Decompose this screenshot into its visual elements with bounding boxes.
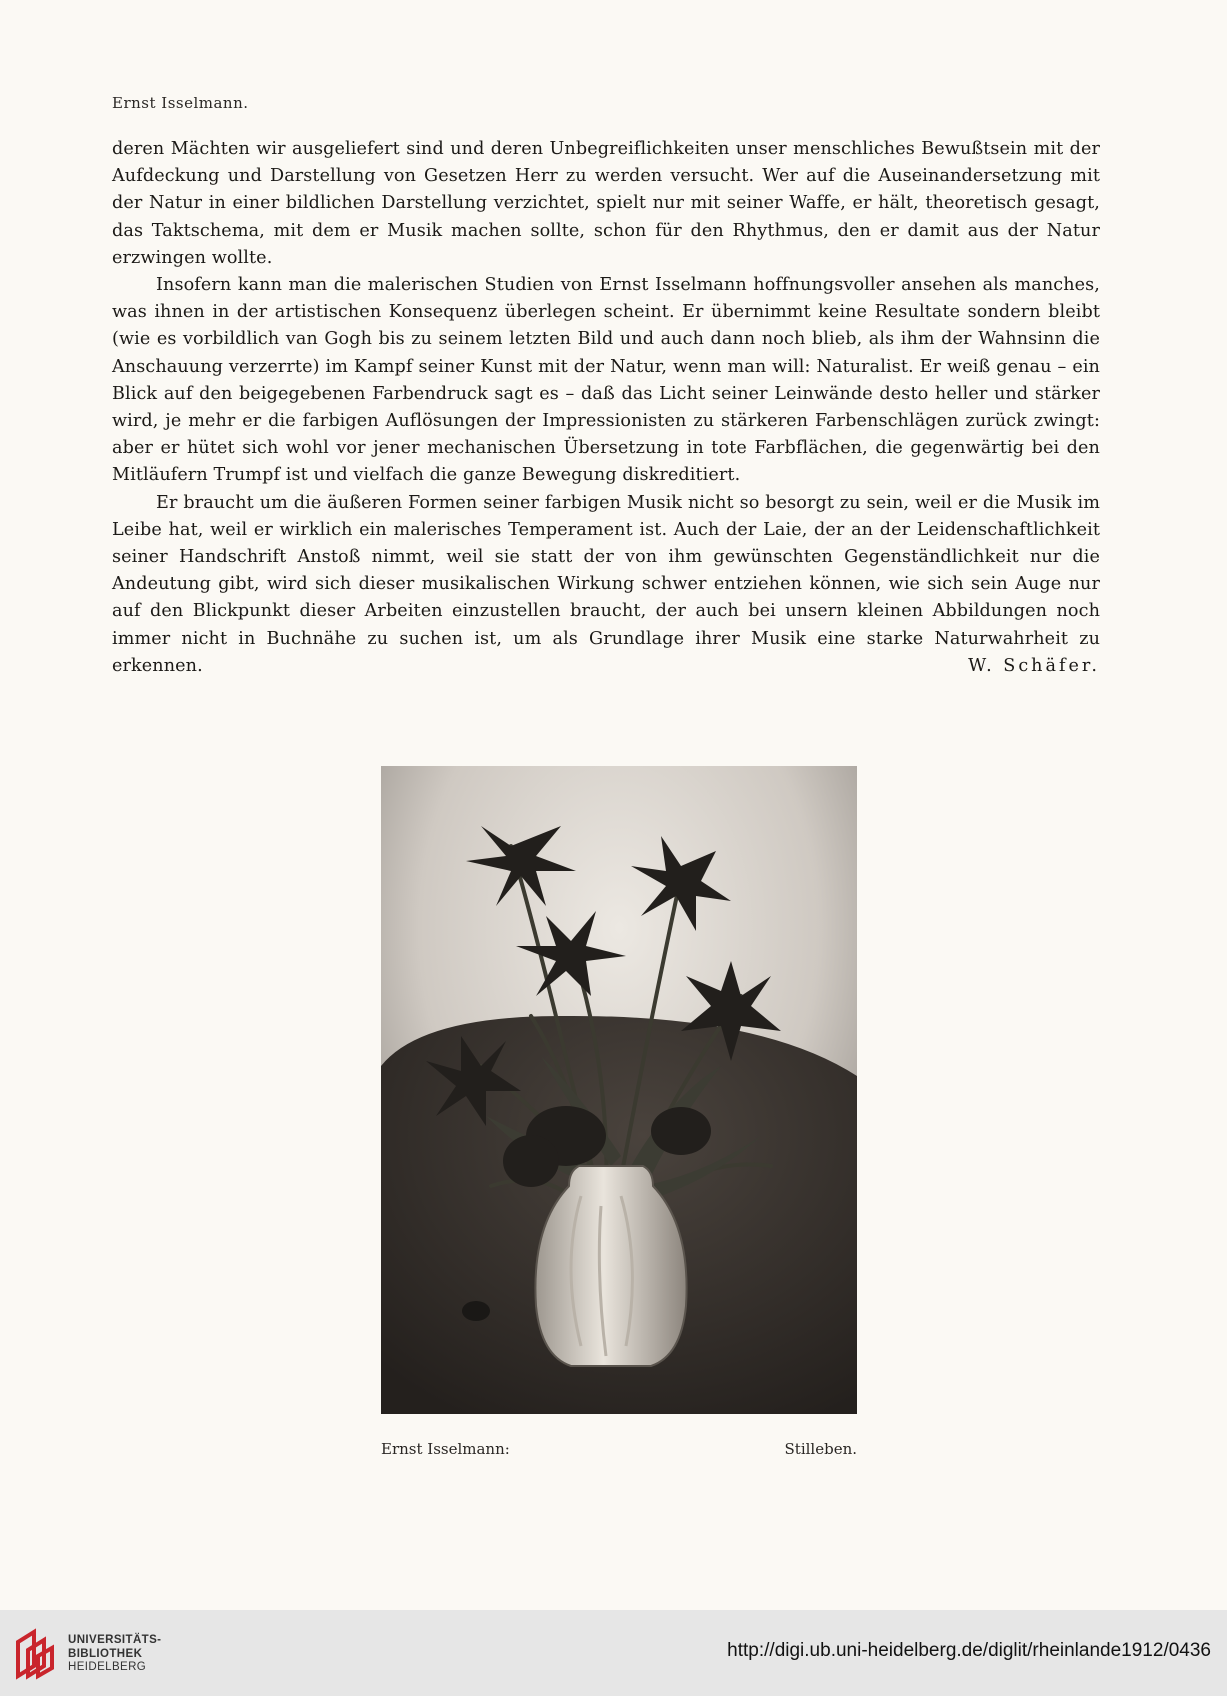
painting-image bbox=[381, 766, 857, 1414]
library-logo-text bbox=[68, 1634, 161, 1675]
caption-artist: Ernst Isselmann: bbox=[381, 1440, 510, 1458]
logo-line-1: UNIVERSITÄTS- bbox=[68, 1634, 162, 1646]
library-footer bbox=[0, 1610, 1227, 1696]
running-head: Ernst Isselmann. bbox=[112, 94, 249, 112]
article-body bbox=[112, 136, 1100, 680]
logo-line-2: BIBLIOTHEK bbox=[68, 1647, 143, 1660]
caption-title: Stilleben. bbox=[784, 1440, 857, 1458]
permalink-url[interactable]: http://digi.ub.uni-heidelberg.de/diglit/rheinlande1912/0436 bbox=[727, 1640, 1211, 1661]
author-signature: W. Schäfer. bbox=[968, 655, 1100, 676]
logo-line-3: HEIDELBERG bbox=[68, 1661, 147, 1673]
painting-still-life bbox=[381, 766, 857, 1414]
library-logo-icon bbox=[14, 1628, 56, 1680]
paragraph-3 bbox=[112, 490, 1100, 680]
paragraph-2: Insofern kann man die malerischen Studien von Ernst Isselmann hoffnungsvoller ansehen als manches, was ihnen in der artistischen Konsequenz überlegen scheint. Er übernimmt keine Resultate sondern bleibt (wie es vorbildlich van Gogh bis zu seinem letzten Bild und auch dann noch blieb, als ihm der Wahnsinn die Anschauung verzerrte) im Kampf seiner Kunst mit der Natur, wenn man will: Naturalist. Er weiß genau – ein Blick auf den beigegebenen Farbendruck sagt es – daß das Licht seiner Leinwände desto heller und stärker wird, je mehr er die farbigen Auflösungen der Impressionisten zu stärkeren Farbenschlägen zurück zwingt: aber er hütet sich wohl vor jener mechanischen Übersetzung in tote Farbflächen, die gegenwärtig bei den Mitläufern Trumpf ist und vielfach die ganze Bewegung diskreditiert. bbox=[112, 275, 1100, 486]
paragraph-3-text: Er braucht um die äußeren Formen seiner farbigen Musik nicht so besorgt zu sein, weil er die Musik im Leibe hat, weil er wirklich ein malerisches Temperament ist. Auch der Laie, der an der Leidenschaftlichkeit seiner Handschrift Anstoß nimmt, weil sie statt der von ihm gewünschten Gegenständlichkeit nur die Andeutung gibt, wird sich dieser musikalischen Wirkung schwer entziehen können, wie sich sein Auge nur auf den Blickpunkt dieser Arbeiten einzustellen braucht, der auch bei unsern kleinen Abbildungen noch immer nicht in Buchnähe zu suchen ist, um als Grundlage ihrer Musik eine starke Naturwahrheit zu erkennen. bbox=[112, 492, 1100, 676]
paragraph-1: deren Mächten wir ausgeliefert sind und deren Unbegreiflichkeiten unser menschliches Bewußtsein mit der Aufdeckung und Darstellung von Gesetzen Herr zu werden versucht. Wer auf die Auseinandersetzung mit der Natur in einer bildlichen Darstellung verzichtet, spielt nur mit seiner Waffe, er hält, theoretisch gesagt, das Taktschema, mit dem er Musik machen sollte, schon für den Rhythmus, den er damit aus der Natur erzwingen wollte. bbox=[112, 139, 1100, 268]
